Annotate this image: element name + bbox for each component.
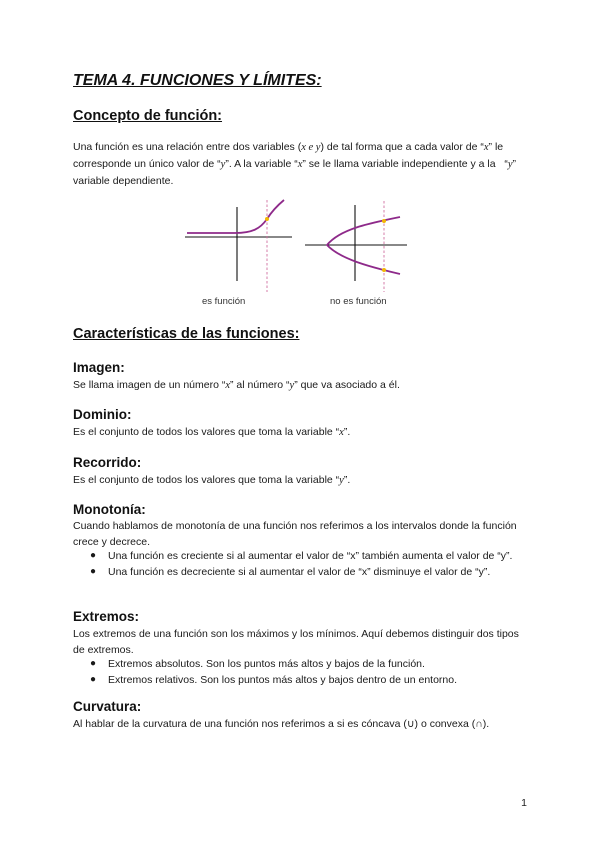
subheading-dominio: Dominio: xyxy=(73,407,132,422)
right-lower-intersection-marker xyxy=(382,268,386,272)
bullet-icon: ● xyxy=(90,658,97,669)
bullet-icon: ● xyxy=(90,550,97,561)
subheading-extremos: Extremos: xyxy=(73,609,140,624)
list-item-text: Extremos absolutos. Son los puntos más altos y bajos de la función. xyxy=(108,658,425,670)
subheading-curvatura: Curvatura: xyxy=(73,699,142,714)
list-item xyxy=(73,564,533,580)
subheading-recorrido: Recorrido: xyxy=(73,455,142,470)
list-item-text: Extremos relativos. Son los puntos más altos y bajos dentro de un entorno. xyxy=(108,674,458,686)
list-item-text: Una función es creciente si al aumentar el valor de “x” también aumenta el valor de “y”. xyxy=(108,550,513,562)
curvatura-text: Al hablar de la curvatura de una función nos referimos a si es cóncava (∪) o convexa (∩). xyxy=(73,718,490,730)
caption-es-funcion: es función xyxy=(202,296,246,307)
subheading-imagen: Imagen: xyxy=(73,360,125,375)
concepto-paragraph: Una función es una relación entre dos variables (x e y) de tal forma que a cada valor de “x” le corresponde un único valor de “y”. A la variable “x” se le llama variable independiente y a la “y” variable dependiente. xyxy=(73,141,517,187)
list-item-text: Una función es decreciente si al aumentar el valor de “x” disminuye el valor de “y”. xyxy=(108,566,491,578)
dominio-text: Es el conjunto de todos los valores que toma la variable “x”. xyxy=(73,426,351,438)
recorrido-text: Es el conjunto de todos los valores que toma la variable “y”. xyxy=(73,474,351,486)
right-upper-intersection-marker xyxy=(382,219,386,223)
monotonia-bullet-list xyxy=(73,548,533,580)
page-number: 1 xyxy=(521,797,527,809)
list-item xyxy=(73,656,533,672)
subheading-monotonia: Monotonía: xyxy=(73,502,146,517)
extremos-bullet-list xyxy=(73,656,533,688)
extremos-text: Los extremos de una función son los máximos y los mínimos. Aquí debemos distinguir dos tipos de extremos. xyxy=(73,628,519,656)
function-graphs-figure xyxy=(180,195,420,310)
list-item xyxy=(73,672,533,688)
list-item xyxy=(73,548,533,564)
caption-no-es-funcion: no es función xyxy=(330,296,387,307)
imagen-text: Se llama imagen de un número “x” al número “y” que va asociado a él. xyxy=(73,379,400,391)
bullet-icon: ● xyxy=(90,674,97,685)
section-heading-caracteristicas: Características de las funciones: xyxy=(73,326,300,342)
monotonia-text: Cuando hablamos de monotonía de una función nos referimos a los intervalos donde la función crece y decrece. xyxy=(73,520,517,548)
left-intersection-marker xyxy=(265,217,269,221)
left-function-curve xyxy=(187,200,284,233)
bullet-icon: ● xyxy=(90,566,97,577)
page-title: TEMA 4. FUNCIONES Y LÍMITES: xyxy=(73,72,322,89)
section-heading-concepto: Concepto de función: xyxy=(73,108,223,124)
